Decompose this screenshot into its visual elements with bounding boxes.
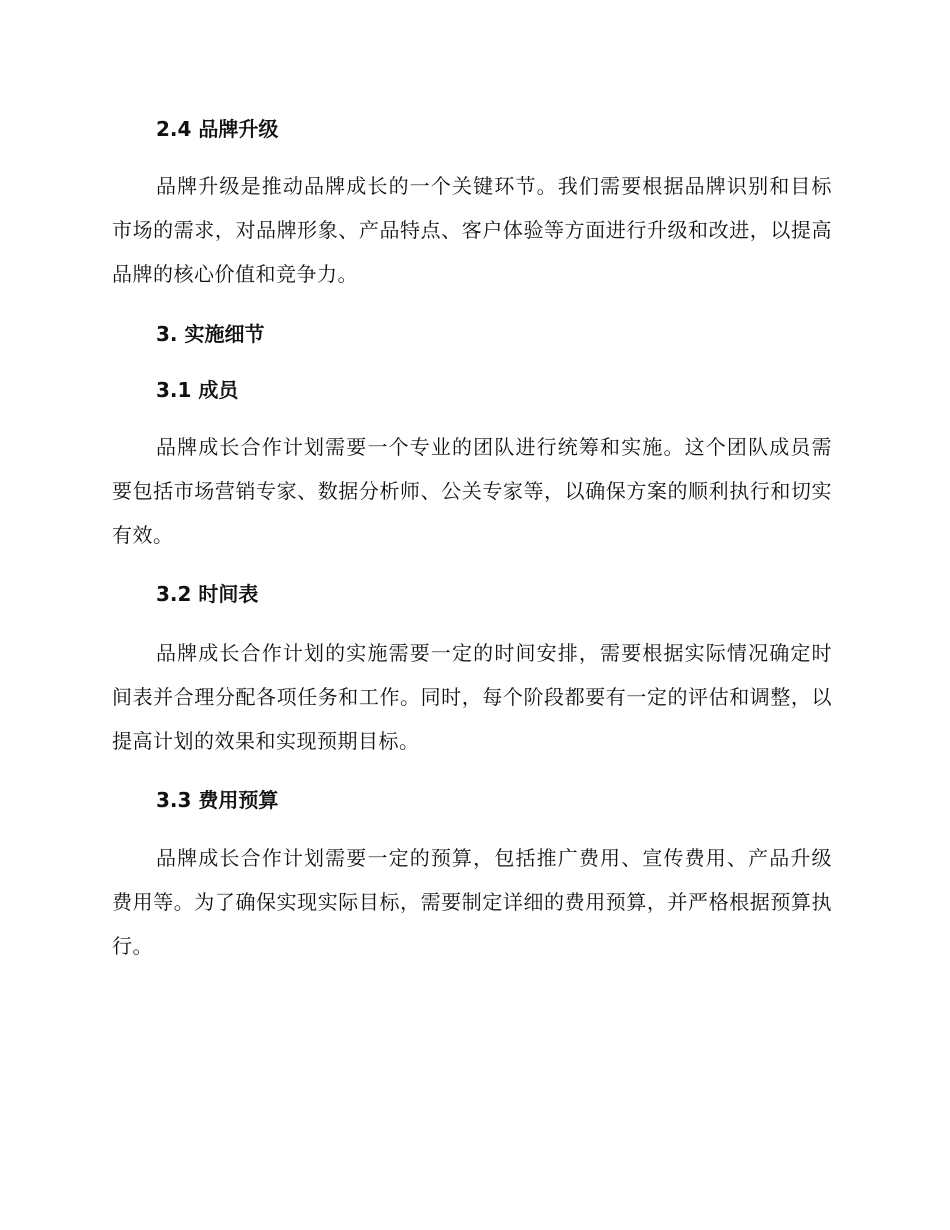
section-paragraph-3-1: 品牌成长合作计划需要一个专业的团队进行统筹和实施。这个团队成员需要包括市场营销专家、数据分析师、公关专家等，以确保方案的顺利执行和切实有效。 [112,435,832,547]
section-heading-3-3: 3.3 费用预算 [156,788,279,812]
section-paragraph-2-4: 品牌升级是推动品牌成长的一个关键环节。我们需要根据品牌识别和目标市场的需求，对品牌形象、产品特点、客户体验等方面进行升级和改进，以提高品牌的核心价值和竞争力。 [112,174,832,286]
section-heading-3-1: 3.1 成员 [156,378,239,402]
section-paragraph-3-3: 品牌成长合作计划需要一定的预算，包括推广费用、宣传费用、产品升级费用等。为了确保实现实际目标，需要制定详细的费用预算，并严格根据预算执行。 [112,846,832,958]
section-paragraph-3-2: 品牌成长合作计划的实施需要一定的时间安排，需要根据实际情况确定时间表并合理分配各项任务和工作。同时，每个阶段都要有一定的评估和调整，以提高计划的效果和实现预期目标。 [112,641,832,753]
section-heading-3: 3. 实施细节 [156,322,265,346]
section-heading-2-4: 2.4 品牌升级 [156,117,279,141]
section-heading-3-2: 3.2 时间表 [156,582,259,606]
